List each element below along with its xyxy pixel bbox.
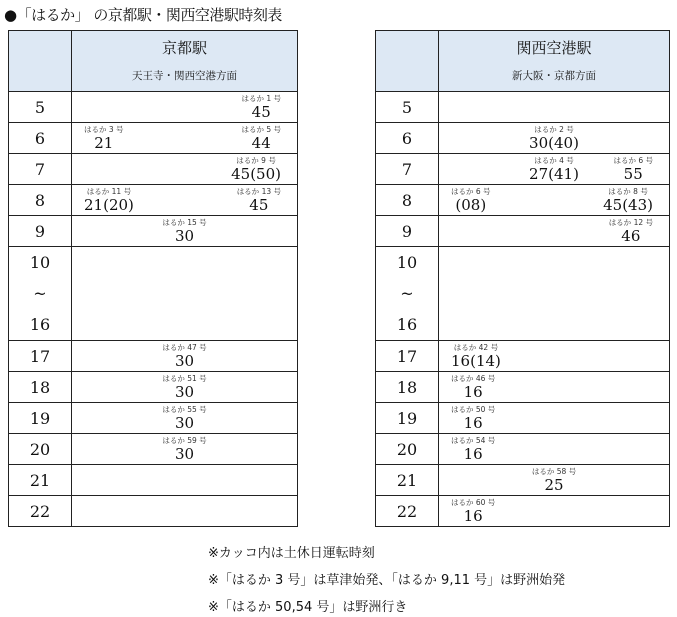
hour-label: 17 [396,346,418,366]
departures-cell [72,123,298,154]
hour-label: 18 [396,377,418,397]
train-entry [451,497,495,525]
train-entry [451,435,495,463]
hour-cell [376,247,439,341]
hour-header [9,31,72,92]
train-name: はるか 2 号 [534,125,574,134]
direction: 新大阪・京都方面 [512,70,596,82]
train-entry [162,435,206,463]
departure-minute: 16 [463,414,483,432]
table-row [376,92,670,123]
table-row [9,123,298,154]
departure-minute: 16 [463,383,483,401]
departure-minute: (08) [455,196,487,214]
hour-label: 17 [29,346,51,366]
departure-minute: 30 [174,227,195,245]
hour-label: 20 [29,439,51,459]
train-entry [451,342,501,370]
train-name: はるか 9 号 [236,156,276,165]
departure-minute: 45 [251,103,271,121]
departures-cell [439,216,670,247]
train-entry [609,217,653,245]
train-entry [241,93,281,121]
hour-cell [376,92,439,123]
departures-cell [439,465,670,496]
departure-minute: 55 [623,165,643,183]
departures-cell [439,154,670,185]
train-name: はるか 59 号 [162,436,207,445]
train-entry [603,186,653,214]
hour-label: 10 [29,253,51,272]
table-row [9,465,298,496]
table-row [376,185,670,216]
hour-label: 16 [396,315,418,334]
departure-minute: 30(40) [529,134,579,152]
train-name: はるか 15 号 [162,218,207,227]
train-entry [84,124,124,152]
departures-cell [72,496,298,527]
table-row [9,496,298,527]
hour-cell [9,434,72,465]
departure-minute: 30 [174,352,195,370]
train-name: はるか 11 号 [86,187,132,196]
departures-cell [72,92,298,123]
train-entry [231,155,281,183]
departure-minute: 45(50) [231,165,281,183]
train-name: はるか 50 号 [451,405,496,414]
departure-minute: 30 [174,383,195,401]
table-row [376,216,670,247]
train-entry [162,217,206,245]
departures-cell [439,185,670,216]
train-entry [532,466,576,494]
table-row [9,434,298,465]
hour-label: 5 [34,97,46,117]
hour-cell [376,403,439,434]
hour-label: 21 [396,470,418,490]
table-row [376,496,670,527]
train-name: はるか 58 号 [531,467,577,476]
station-name: 京都駅 [161,39,207,57]
table-row [376,154,670,185]
hour-cell [376,341,439,372]
train-entry [613,155,653,183]
train-name: はるか 54 号 [451,436,496,445]
table-row [376,123,670,154]
departures-cell [72,465,298,496]
departures-cell [72,247,298,341]
hour-cell [9,216,72,247]
hour-label: 8 [34,190,46,210]
hour-label: 21 [29,470,51,490]
table-row [376,247,670,341]
train-name: はるか 60 号 [451,498,496,507]
hour-label: 19 [29,408,51,428]
hour-cell [376,434,439,465]
direction: 天王寺・関西空港方面 [132,70,237,82]
train-name: はるか 13 号 [236,187,281,196]
train-entry [529,155,579,183]
train-entry [162,404,206,432]
table-row [376,434,670,465]
train-name: はるか 47 号 [162,343,207,352]
hour-label: 6 [401,128,413,148]
departures-cell [439,92,670,123]
departures-cell [439,434,670,465]
departures-cell [72,403,298,434]
hour-header [376,31,439,92]
hour-label: 22 [396,501,418,521]
hour-cell [9,465,72,496]
train-name: はるか 8 号 [608,187,648,196]
departures-cell [72,434,298,465]
hour-cell [9,496,72,527]
table-row [9,403,298,434]
train-name: はるか 55 号 [162,405,207,414]
table-row [9,185,298,216]
hour-cell [9,341,72,372]
hour-cell [9,123,72,154]
departure-minute: 44 [251,134,271,152]
table-row [376,341,670,372]
hour-cell [9,403,72,434]
hour-label: 7 [34,159,46,179]
hour-cell [376,154,439,185]
hour-cell [376,496,439,527]
table-row [376,372,670,403]
departures-cell [439,403,670,434]
train-name: はるか 5 号 [241,125,281,134]
page-title: ●「はるか」 の京都駅・関西空港駅時刻表 [4,6,282,24]
train-name: はるか 46 号 [451,374,496,383]
departure-minute: 27(41) [529,165,579,183]
hour-cell [376,123,439,154]
departures-cell [72,216,298,247]
train-entry [84,186,134,214]
kyoto-timetable [8,30,298,527]
hour-label: 19 [396,408,418,428]
departure-minute: 21 [94,134,114,152]
hour-cell [9,92,72,123]
train-entry [529,124,579,152]
train-name: はるか 12 号 [608,218,653,227]
hour-cell [9,154,72,185]
table-row [9,92,298,123]
table-row [376,465,670,496]
train-name: はるか 1 号 [241,94,281,103]
departure-minute: 21(20) [84,196,134,214]
departures-cell [72,154,298,185]
station-name: 関西空港駅 [516,39,592,57]
hour-cell [376,372,439,403]
hour-label: 10 [396,253,418,272]
train-name: はるか 4 号 [534,156,574,165]
train-name: はるか 42 号 [453,343,499,352]
departure-minute: 30 [174,445,195,463]
station-header [72,31,298,92]
train-entry [162,342,206,370]
train-name: はるか 6 号 [451,187,491,196]
table-row [9,154,298,185]
table-row [9,372,298,403]
hour-cell [9,247,72,341]
hour-label: ~ [400,284,414,303]
departures-cell [439,372,670,403]
train-name: はるか 3 号 [84,125,124,134]
hour-label: 9 [34,221,46,241]
departures-cell [439,341,670,372]
hour-label: 6 [34,128,46,148]
note-destination: ※「はるか 50,54 号」は野洲行き [208,600,408,615]
departure-minute: 46 [621,227,641,245]
kansai-airport-timetable [375,30,670,527]
station-header [439,31,670,92]
departure-minute: 30 [174,414,195,432]
departures-cell [439,496,670,527]
hour-label: 20 [396,439,418,459]
hour-label: 5 [401,97,413,117]
departure-minute: 25 [544,476,564,494]
departures-cell [439,123,670,154]
hour-label: 16 [29,315,51,334]
train-entry [237,186,281,214]
departure-minute: 45 [249,196,269,214]
hour-cell [376,465,439,496]
hour-cell [376,185,439,216]
table-row [376,403,670,434]
train-entry [451,373,495,401]
departure-minute: 16(14) [451,352,501,370]
departure-minute: 16 [463,507,483,525]
train-entry [451,186,491,214]
departure-minute: 45(43) [603,196,653,214]
hour-label: ~ [33,284,47,303]
train-entry [241,124,281,152]
hour-label: 8 [401,190,413,210]
hour-cell [9,372,72,403]
departures-cell [72,372,298,403]
departures-cell [439,247,670,341]
hour-cell [9,185,72,216]
table-row [9,247,298,341]
hour-cell [376,216,439,247]
note-origin: ※「はるか 3 号」は草津始発、「はるか 9,11 号」は野洲始発 [208,573,566,588]
departures-cell [72,341,298,372]
table-row [9,216,298,247]
note-holiday: ※カッコ内は土休日運転時刻 [208,546,375,561]
hour-label: 7 [401,159,413,179]
hour-label: 9 [401,221,413,241]
departures-cell [72,185,298,216]
hour-label: 22 [29,501,51,521]
hour-label: 18 [29,377,51,397]
train-name: はるか 51 号 [162,374,207,383]
train-entry [451,404,495,432]
train-name: はるか 6 号 [613,156,653,165]
departure-minute: 16 [463,445,483,463]
table-row [9,341,298,372]
train-entry [162,373,206,401]
